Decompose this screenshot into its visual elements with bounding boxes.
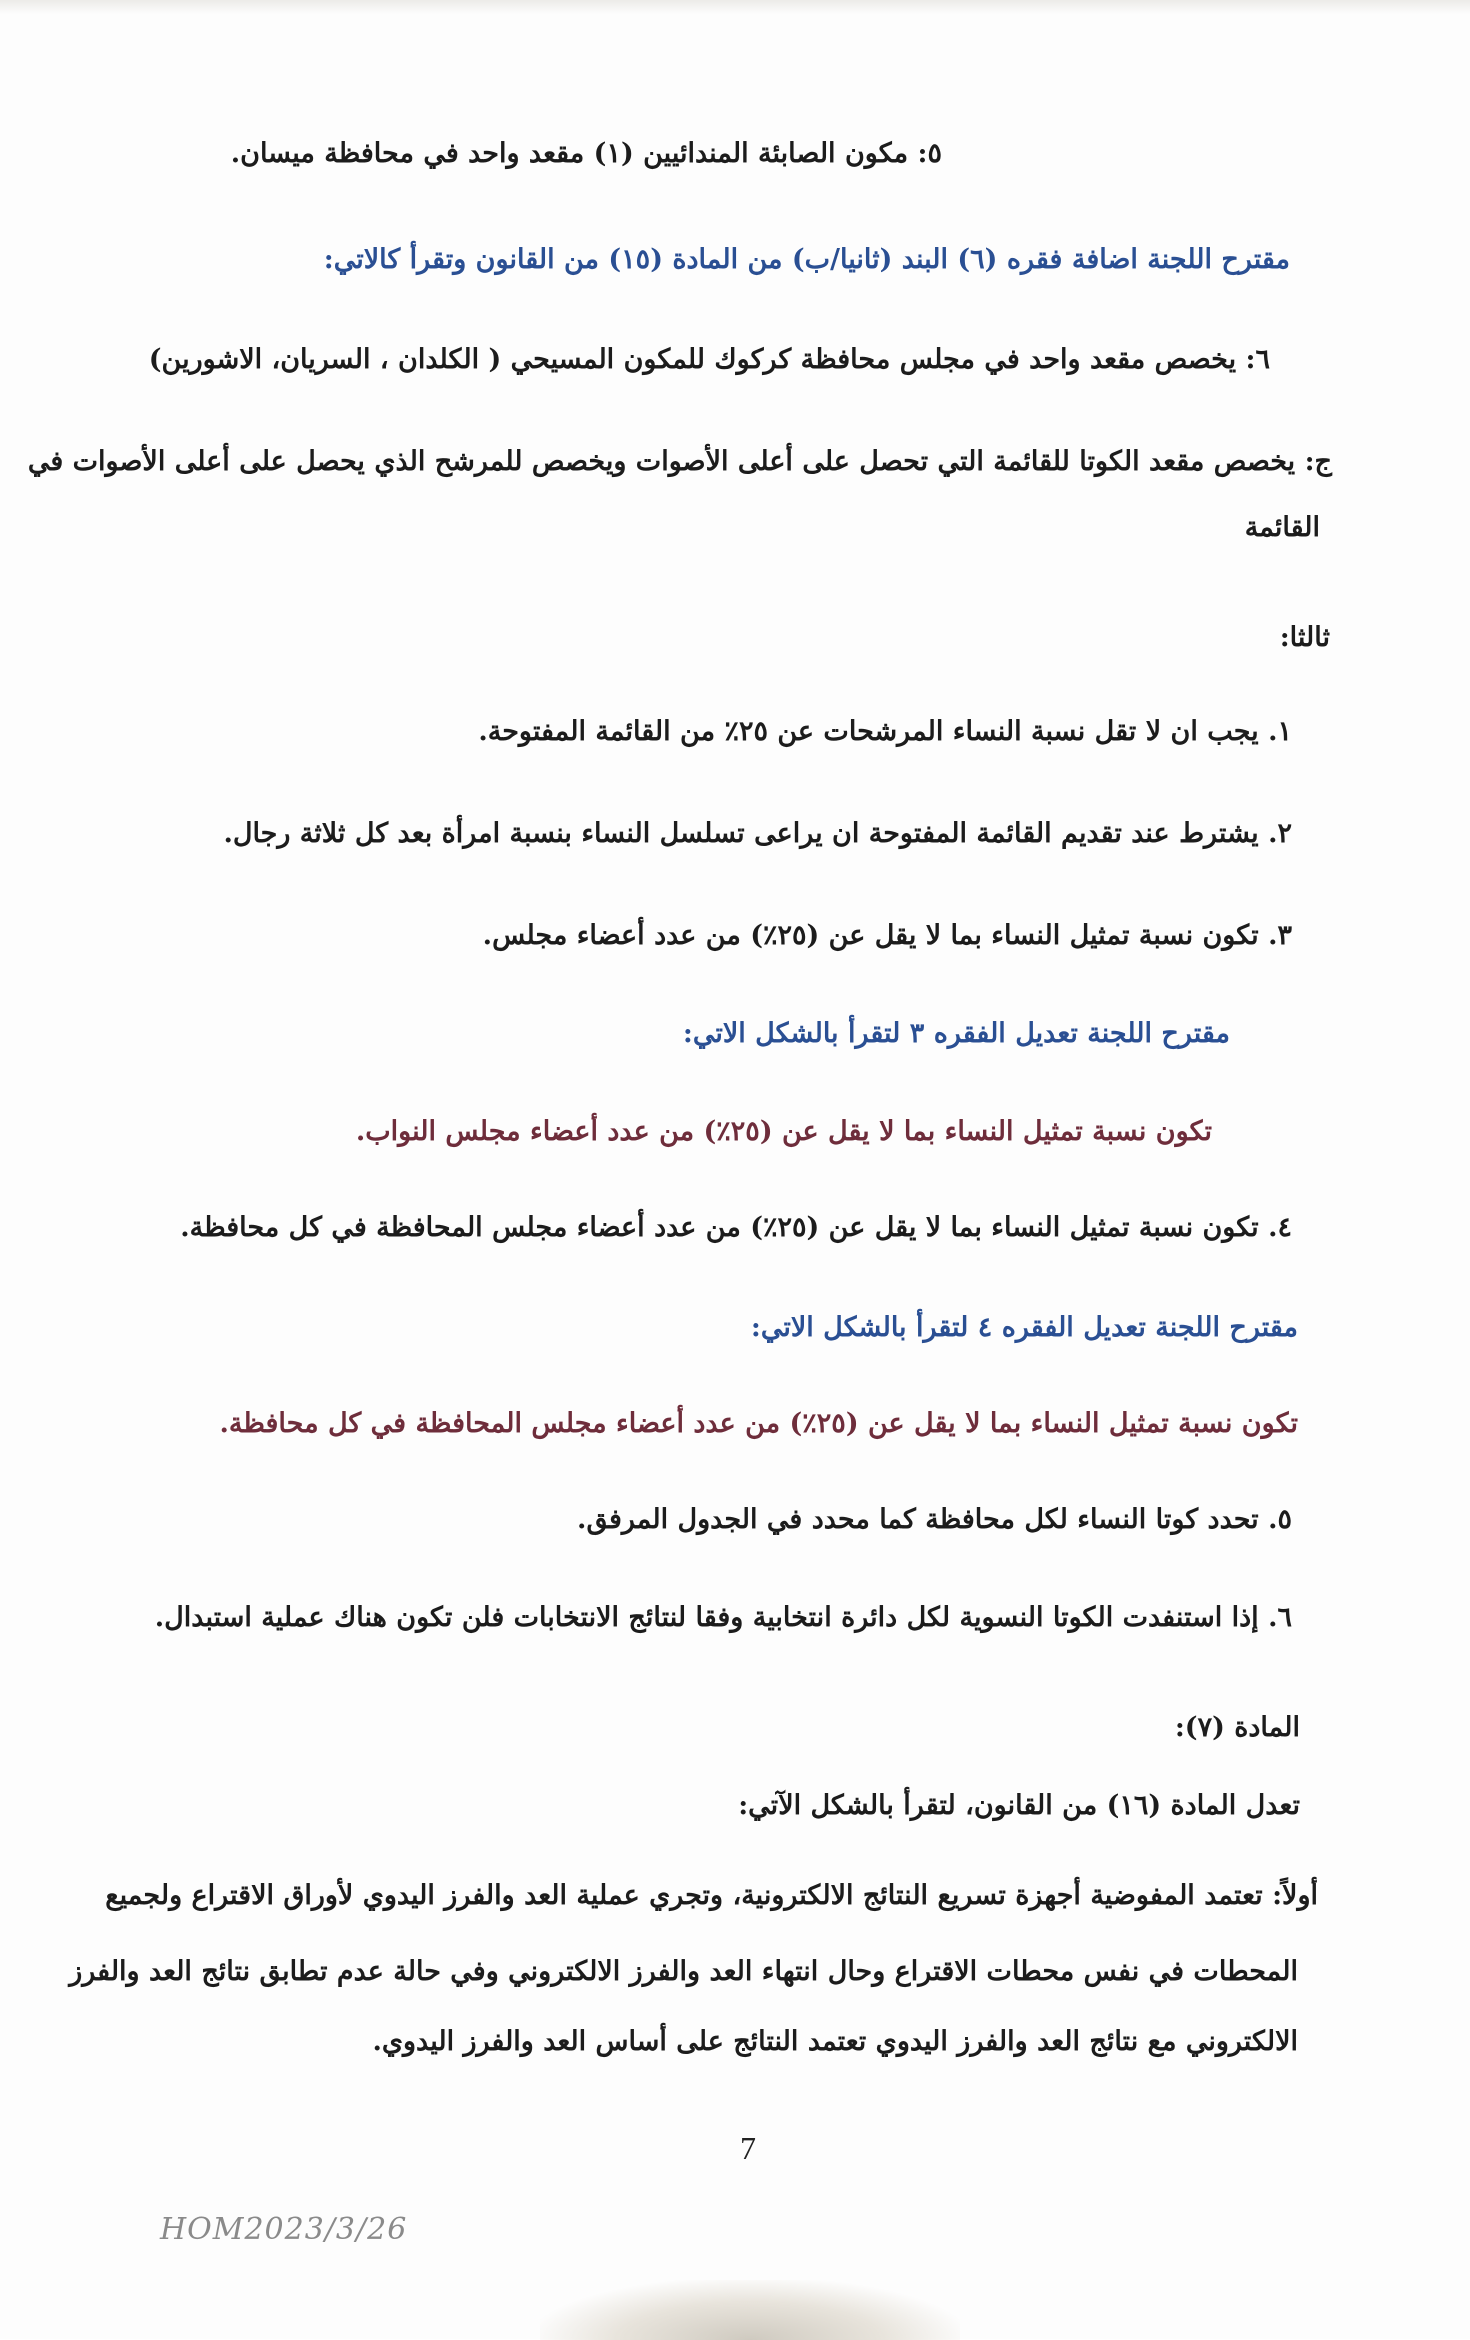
scan-top-edge <box>0 0 1470 14</box>
scan-bottom-edge <box>540 2280 960 2340</box>
committee-proposal-item-3: مقترح اللجنة تعديل الفقره ٣ لتقرأ بالشكل الاتي: <box>682 1018 1230 1049</box>
clause-c-quota: ج: يخصص مقعد الكوتا للقائمة التي تحصل على أعلى الأصوات ويخصص للمرشح الذي يحصل على أعلى الأصوات في <box>27 446 1332 477</box>
item-1-women-candidates: ١. يجب ان لا تقل نسبة النساء المرشحات عن ٢٥٪ من القائمة المفتوحة. <box>478 716 1292 747</box>
item-3-women-representation: ٣. تكون نسبة تمثيل النساء بما لا يقل عن (٢٥٪) من عدد أعضاء مجلس. <box>482 920 1292 951</box>
clause-6-kirkuk: ٦: يخصص مقعد واحد في مجلس محافظة كركوك للمكون المسيحي ( الكلدان ، السريان، الاشورين) <box>148 344 1270 375</box>
clause-5-sabean: ٥: مكون الصابئة المندائيين (١) مقعد واحد في محافظة ميسان. <box>230 138 942 169</box>
committee-proposal-item-6: مقترح اللجنة اضافة فقره (٦) البند (ثانيا/ب) من المادة (١٥) من القانون وتقرأ كالاتي: <box>323 244 1290 275</box>
item-5-women-quota: ٥. تحدد كوتا النساء لكل محافظة كما محدد في الجدول المرفق. <box>577 1504 1292 1535</box>
article-16-amendment: تعدل المادة (١٦) من القانون، لتقرأ بالشكل الآتي: <box>738 1790 1300 1821</box>
item-6-no-replacement: ٦. إذا استنفدت الكوتا النسوية لكل دائرة انتخابية وفقا لنتائج الانتخابات فلن تكون هناك عملية استبدال. <box>154 1602 1292 1633</box>
committee-proposal-item-4: مقترح اللجنة تعديل الفقره ٤ لتقرأ بالشكل الاتي: <box>750 1312 1298 1343</box>
firstly-paragraph-line-3: الالكتروني مع نتائج العد والفرز اليدوي تعتمد النتائج على أساس العد والفرز اليدوي. <box>372 2026 1298 2057</box>
firstly-paragraph-line-1: أولاً: تعتمد المفوضية أجهزة تسريع النتائج الالكترونية، وتجري عملية العد والفرز اليدوي لأوراق الاقتراع ولجميع <box>105 1880 1318 1911</box>
footer-stamp: HOM2023/3/26 <box>160 2212 408 2247</box>
firstly-paragraph-line-2: المحطات في نفس محطات الاقتراع وحال انتهاء العد والفرز الالكتروني وفي حالة عدم تطابق نتائج العد والفرز <box>69 1956 1298 1987</box>
item-2-women-sequence: ٢. يشترط عند تقديم القائمة المفتوحة ان يراعى تسلسل النساء بنسبة امرأة بعد كل ثلاثة رجال. <box>223 818 1292 849</box>
proposal-item-3-text: تكون نسبة تمثيل النساء بما لا يقل عن (٢٥٪) من عدد أعضاء مجلس النواب. <box>355 1116 1212 1147</box>
item-4-women-governorate: ٤. تكون نسبة تمثيل النساء بما لا يقل عن (٢٥٪) من عدد أعضاء مجلس المحافظة في كل محافظة. <box>180 1212 1292 1243</box>
article-7-heading: المادة (٧): <box>1174 1712 1300 1743</box>
page-number: 7 <box>740 2130 756 2166</box>
clause-c-quota-cont: القائمة <box>1244 512 1320 543</box>
section-thirdly: ثالثا: <box>1279 622 1330 653</box>
proposal-item-4-text: تكون نسبة تمثيل النساء بما لا يقل عن (٢٥٪) من عدد أعضاء مجلس المحافظة في كل محافظة. <box>219 1408 1298 1439</box>
